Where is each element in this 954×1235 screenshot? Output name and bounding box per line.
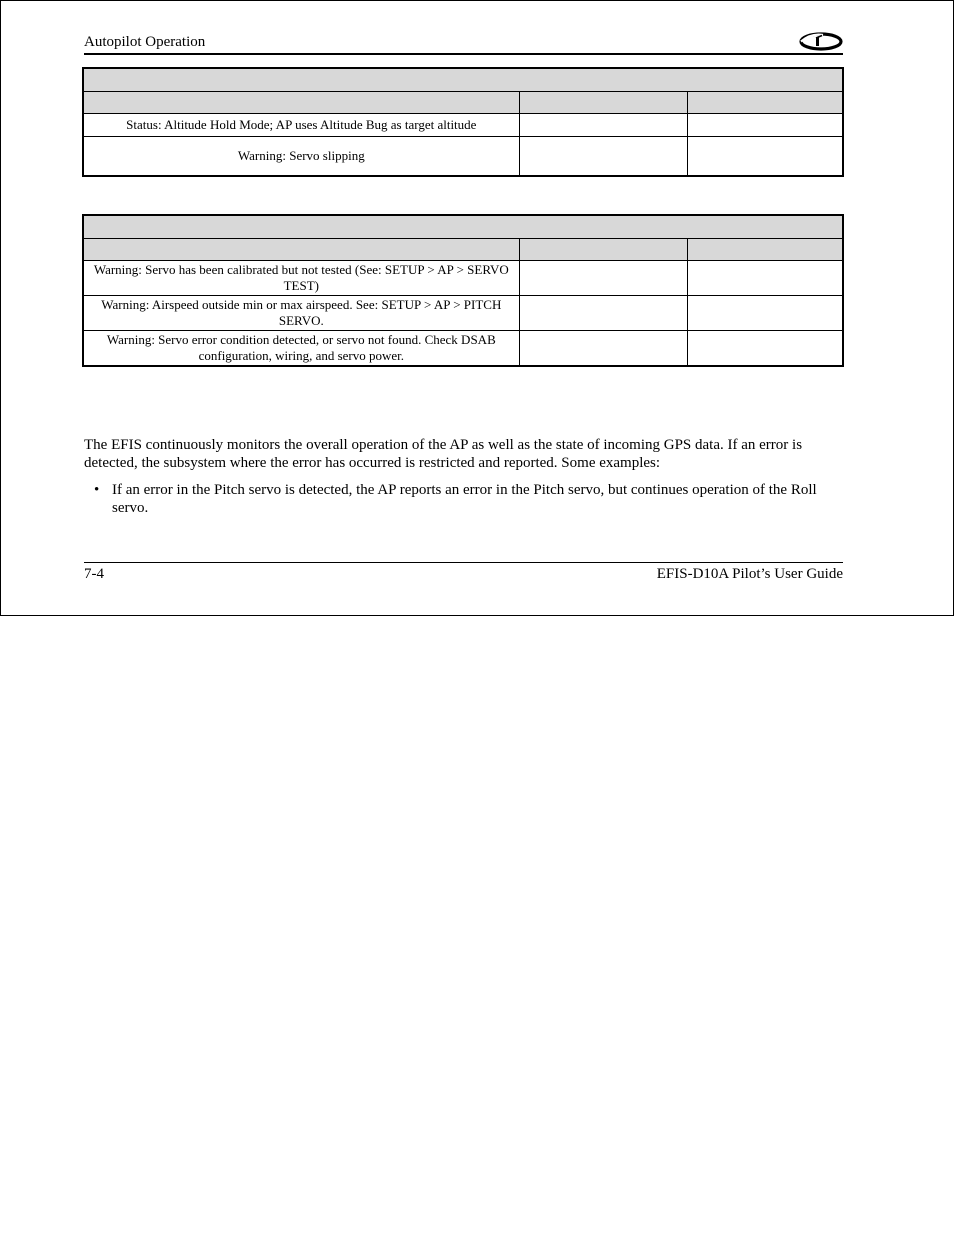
table-cell: Warning: Airspeed outside min or max airspeed. See: SETUP > AP > PITCH SERVO. <box>83 296 519 331</box>
table-title <box>83 68 843 92</box>
table-title-row <box>83 215 843 239</box>
table-cell <box>519 261 687 296</box>
table-cell <box>688 137 843 177</box>
page-header <box>84 32 843 55</box>
column-header <box>688 239 843 261</box>
list-item-text: If an error in the Pitch servo is detected, the AP reports an error in the Pitch servo, but continues operation of the Roll servo. <box>112 482 817 516</box>
table-cell <box>688 331 843 367</box>
table-cell <box>519 114 687 137</box>
column-header <box>83 239 519 261</box>
table-row <box>83 261 843 296</box>
column-header <box>519 239 687 261</box>
table-row <box>83 296 843 331</box>
table-cell: Warning: Servo slipping <box>83 137 519 177</box>
table-cell <box>688 261 843 296</box>
body-paragraph: The EFIS continuously monitors the overall operation of the AP as well as the state of incoming GPS data. If an error is detected, the subsystem where the error has occurred is restricted and reported. Some examples: <box>84 437 803 471</box>
table-header-row <box>83 239 843 261</box>
status-table-1 <box>82 67 844 177</box>
table-row <box>83 114 843 137</box>
column-header <box>519 92 687 114</box>
table-cell <box>688 296 843 331</box>
table-cell <box>519 137 687 177</box>
table-cell <box>688 114 843 137</box>
list-item <box>84 481 844 517</box>
table-cell <box>519 296 687 331</box>
column-header <box>688 92 843 114</box>
table-row <box>83 137 843 177</box>
table-row <box>83 331 843 367</box>
table-header-row <box>83 92 843 114</box>
page-number: 7-4 <box>84 566 104 582</box>
bullet-icon: • <box>94 482 100 498</box>
dynon-logo-icon <box>799 32 843 51</box>
status-table-2 <box>82 214 844 367</box>
table-cell: Warning: Servo has been calibrated but not tested (See: SETUP > AP > SERVO TEST) <box>83 261 519 296</box>
table-title-row <box>83 68 843 92</box>
table-cell: Status: Altitude Hold Mode; AP uses Altitude Bug as target altitude <box>83 114 519 137</box>
table-cell <box>519 331 687 367</box>
table-title <box>83 215 843 239</box>
table-cell: Warning: Servo error condition detected, or servo not found. Check DSAB configuration, wiring, and servo power. <box>83 331 519 367</box>
page-footer <box>84 562 843 582</box>
header-title: Autopilot Operation <box>84 34 206 50</box>
body-section <box>84 436 844 517</box>
guide-title: EFIS-D10A Pilot’s User Guide <box>656 566 843 582</box>
column-header <box>83 92 519 114</box>
bullet-list <box>84 481 844 517</box>
